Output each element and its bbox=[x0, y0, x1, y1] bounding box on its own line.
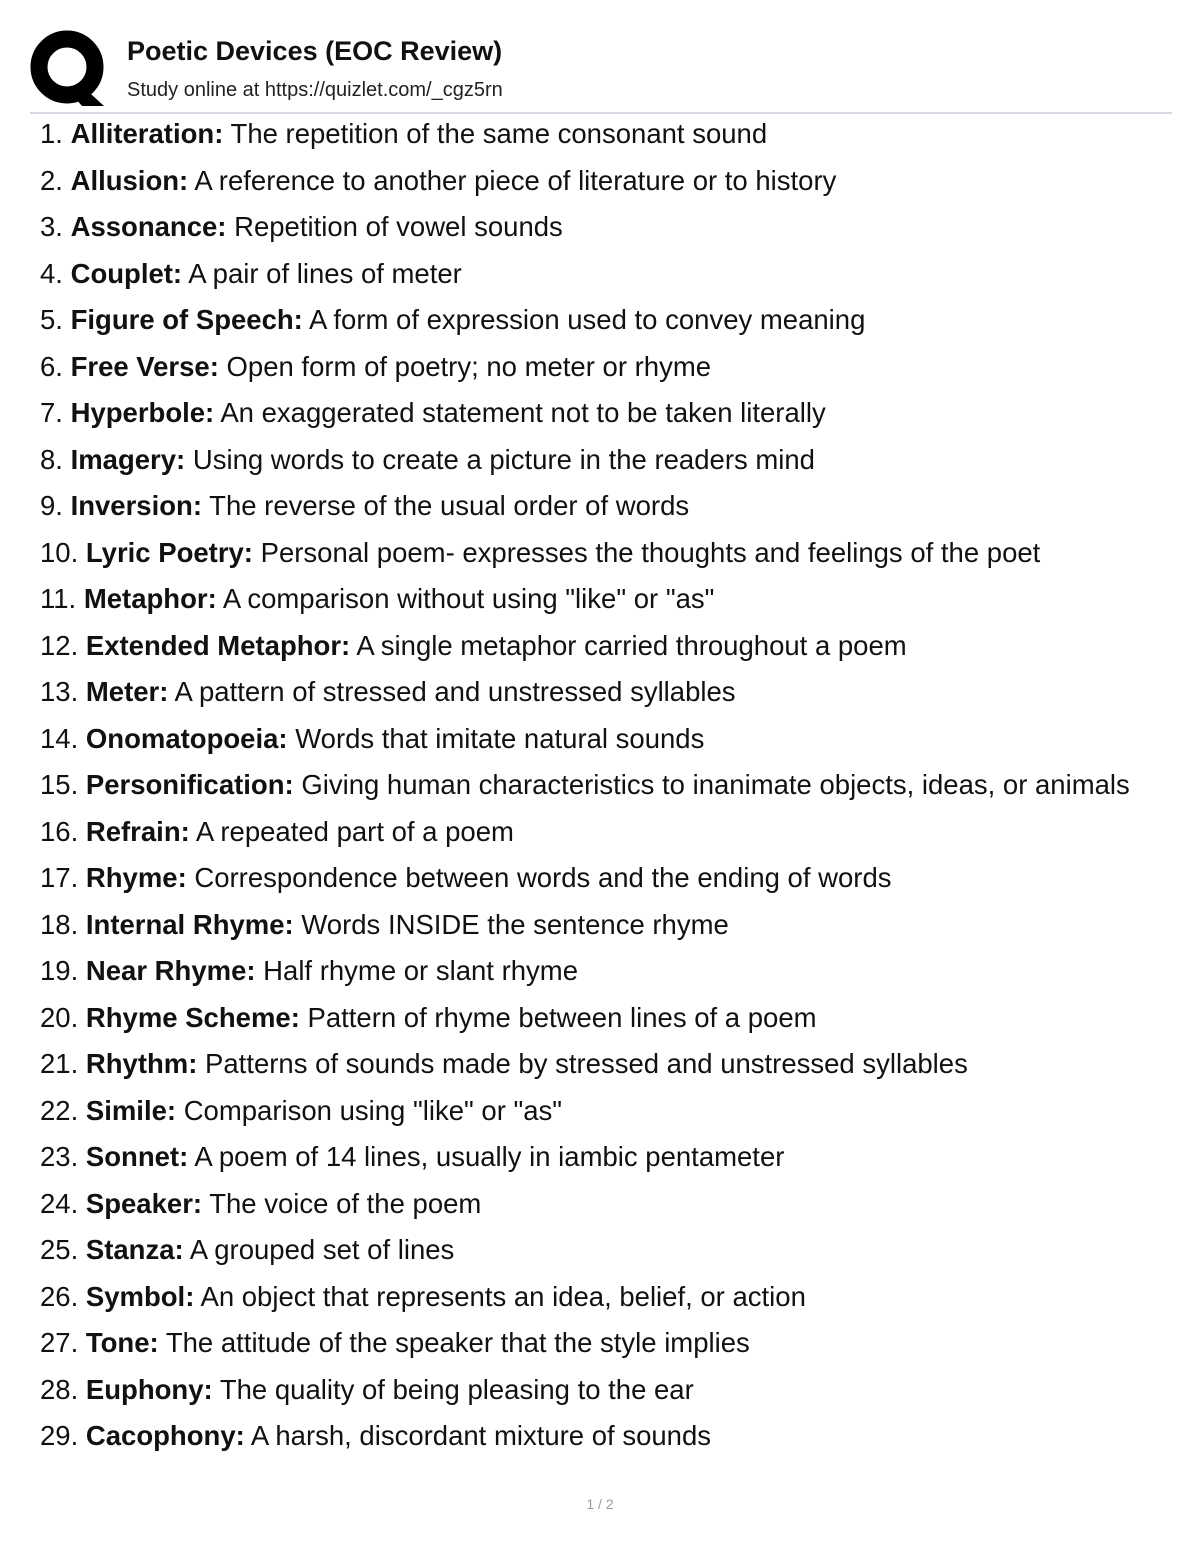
term-item bbox=[40, 536, 1175, 569]
term-name: Inversion: bbox=[70, 490, 202, 521]
term-number: 17. bbox=[40, 862, 79, 893]
term-definition: A grouped set of lines bbox=[189, 1234, 455, 1265]
term-definition: Giving human characteristics to inanimate objects, ideas, or animals bbox=[301, 769, 1130, 800]
term-item bbox=[40, 489, 1175, 522]
term-number: 19. bbox=[40, 955, 79, 986]
term-name: Hyperbole: bbox=[70, 397, 215, 428]
term-number: 7. bbox=[40, 397, 63, 428]
term-definition: The quality of being pleasing to the ear bbox=[219, 1373, 694, 1405]
term-item bbox=[40, 861, 1175, 894]
term-name: Personification: bbox=[85, 769, 294, 800]
term-definition: A comparison without using "like" or "as" bbox=[222, 583, 715, 614]
term-name: Alliteration: bbox=[70, 118, 224, 149]
term-number: 22. bbox=[40, 1094, 79, 1126]
term-name: Euphony: bbox=[85, 1373, 213, 1405]
term-item bbox=[40, 908, 1175, 941]
quizlet-q-logo-icon bbox=[30, 30, 108, 108]
term-definition: Words that imitate natural sounds bbox=[295, 722, 705, 754]
term-name: Tone: bbox=[85, 1327, 159, 1358]
term-name: Allusion: bbox=[70, 164, 189, 196]
term-item bbox=[40, 1187, 1175, 1220]
term-item bbox=[40, 629, 1175, 662]
term-item bbox=[40, 303, 1175, 336]
term-definition: Correspondence between words and the ending of words bbox=[194, 862, 892, 893]
term-number: 1. bbox=[40, 118, 63, 149]
term-number: 27. bbox=[40, 1327, 79, 1358]
term-definition: A repeated part of a poem bbox=[195, 815, 514, 847]
term-name: Lyric Poetry: bbox=[85, 536, 253, 568]
term-definition: The reverse of the usual order of words bbox=[209, 490, 690, 521]
term-number: 5. bbox=[40, 304, 63, 335]
term-number: 2. bbox=[40, 164, 63, 196]
term-name: Couplet: bbox=[70, 257, 183, 289]
term-item bbox=[40, 582, 1175, 615]
header-divider bbox=[30, 112, 1172, 114]
terms-list bbox=[40, 117, 1175, 1452]
term-name: Rhyme Scheme: bbox=[85, 1001, 300, 1033]
term-number: 14. bbox=[40, 722, 79, 754]
term-name: Extended Metaphor: bbox=[85, 629, 351, 661]
term-number: 8. bbox=[40, 443, 63, 475]
term-definition: A poem of 14 lines, usually in iambic pentameter bbox=[194, 1141, 785, 1172]
term-item bbox=[40, 722, 1175, 755]
page-indicator: 1 / 2 bbox=[586, 1496, 614, 1512]
term-number: 24. bbox=[40, 1187, 79, 1219]
term-number: 11. bbox=[40, 583, 77, 614]
term-definition: A pattern of stressed and unstressed syllables bbox=[174, 676, 736, 707]
term-name: Meter: bbox=[85, 676, 169, 707]
term-definition: Using words to create a picture in the readers mind bbox=[192, 443, 815, 475]
term-item bbox=[40, 1280, 1175, 1313]
term-definition: The voice of the poem bbox=[209, 1187, 482, 1219]
term-number: 25. bbox=[40, 1234, 79, 1265]
term-item bbox=[40, 768, 1175, 801]
term-item bbox=[40, 396, 1175, 429]
term-number: 4. bbox=[40, 257, 63, 289]
term-name: Figure of Speech: bbox=[70, 304, 303, 335]
term-name: Stanza: bbox=[85, 1234, 184, 1265]
term-number: 9. bbox=[40, 490, 63, 521]
term-name: Simile: bbox=[85, 1094, 177, 1126]
term-item bbox=[40, 1373, 1175, 1406]
term-definition: Words INSIDE the sentence rhyme bbox=[301, 908, 729, 940]
term-name: Onomatopoeia: bbox=[85, 722, 288, 754]
term-definition: Half rhyme or slant rhyme bbox=[263, 955, 578, 986]
term-definition: A harsh, discordant mixture of sounds bbox=[250, 1420, 711, 1451]
term-definition: An object that represents an idea, belief, or action bbox=[200, 1280, 806, 1312]
term-definition: The repetition of the same consonant sound bbox=[230, 118, 768, 149]
term-definition: A single metaphor carried throughout a poem bbox=[356, 629, 907, 661]
term-item bbox=[40, 117, 1175, 150]
term-item bbox=[40, 1001, 1175, 1034]
study-online-link-text: Study online at https://quizlet.com/_cgz5rn bbox=[127, 79, 503, 101]
term-number: 13. bbox=[40, 676, 79, 707]
term-item bbox=[40, 443, 1175, 476]
term-number: 3. bbox=[40, 211, 63, 242]
term-definition: Repetition of vowel sounds bbox=[234, 211, 563, 242]
term-name: Rhyme: bbox=[85, 862, 187, 893]
term-number: 18. bbox=[40, 908, 79, 940]
term-number: 6. bbox=[40, 350, 63, 382]
term-item bbox=[40, 1094, 1175, 1127]
term-item bbox=[40, 1419, 1175, 1452]
term-number: 28. bbox=[40, 1373, 79, 1405]
term-definition: The attitude of the speaker that the style implies bbox=[165, 1327, 750, 1358]
term-name: Rhythm: bbox=[85, 1048, 198, 1079]
term-definition: A reference to another piece of literature or to history bbox=[194, 164, 837, 196]
term-number: 16. bbox=[40, 815, 79, 847]
term-number: 12. bbox=[40, 629, 79, 661]
term-item bbox=[40, 1140, 1175, 1173]
term-name: Refrain: bbox=[85, 815, 190, 847]
term-item bbox=[40, 210, 1175, 243]
term-definition: Pattern of rhyme between lines of a poem bbox=[307, 1001, 817, 1033]
term-item bbox=[40, 675, 1175, 708]
term-name: Cacophony: bbox=[85, 1420, 245, 1451]
term-name: Metaphor: bbox=[83, 583, 217, 614]
term-name: Sonnet: bbox=[85, 1141, 189, 1172]
term-name: Speaker: bbox=[85, 1187, 203, 1219]
term-definition: An exaggerated statement not to be taken literally bbox=[220, 397, 826, 428]
term-definition: Patterns of sounds made by stressed and unstressed syllables bbox=[205, 1048, 968, 1079]
term-number: 15. bbox=[40, 769, 79, 800]
term-definition: Personal poem- expresses the thoughts and feelings of the poet bbox=[260, 536, 1041, 568]
term-item bbox=[40, 815, 1175, 848]
term-number: 23. bbox=[40, 1141, 79, 1172]
document-title: Poetic Devices (EOC Review) bbox=[127, 36, 503, 66]
term-definition: A pair of lines of meter bbox=[188, 257, 462, 289]
term-number: 20. bbox=[40, 1001, 79, 1033]
term-item bbox=[40, 1047, 1175, 1080]
document-header bbox=[30, 30, 1172, 112]
term-item bbox=[40, 350, 1175, 383]
term-item bbox=[40, 257, 1175, 290]
term-number: 21. bbox=[40, 1048, 79, 1079]
term-item bbox=[40, 1326, 1175, 1359]
term-item bbox=[40, 164, 1175, 197]
term-name: Imagery: bbox=[70, 443, 186, 475]
term-number: 10. bbox=[40, 536, 79, 568]
term-name: Assonance: bbox=[70, 211, 227, 242]
term-item bbox=[40, 954, 1175, 987]
term-name: Symbol: bbox=[85, 1280, 195, 1312]
term-name: Free Verse: bbox=[70, 350, 219, 382]
term-number: 26. bbox=[40, 1280, 79, 1312]
term-definition: A form of expression used to convey meaning bbox=[308, 304, 866, 335]
term-item bbox=[40, 1233, 1175, 1266]
term-definition: Comparison using "like" or "as" bbox=[183, 1094, 563, 1126]
term-name: Near Rhyme: bbox=[85, 955, 256, 986]
term-number: 29. bbox=[40, 1420, 79, 1451]
term-definition: Open form of poetry; no meter or rhyme bbox=[226, 350, 712, 382]
term-name: Internal Rhyme: bbox=[85, 908, 294, 940]
